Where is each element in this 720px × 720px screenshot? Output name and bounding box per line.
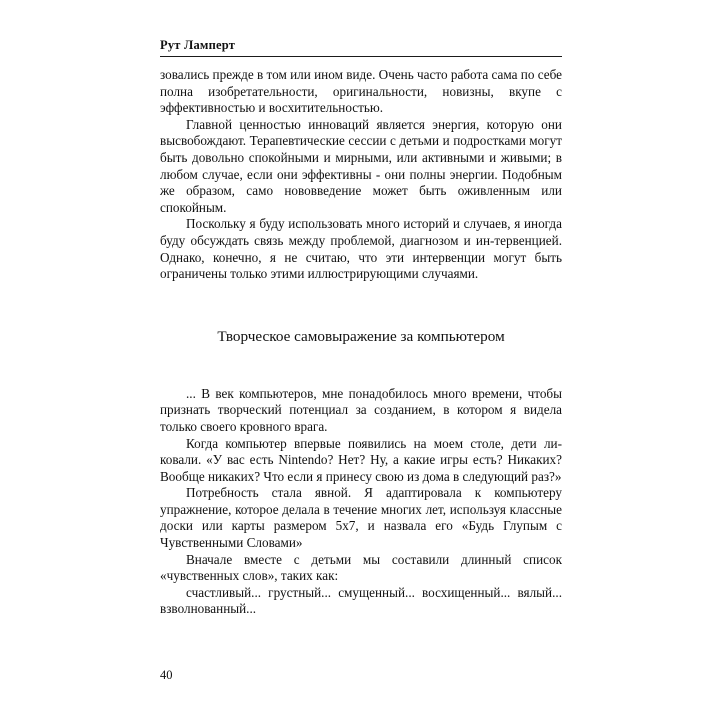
- spacer-after-heading: [160, 346, 562, 386]
- paragraph-8-feeling-words: счастливый... грустный... смущенный... восхищенный... вялый... взволнованный...: [160, 584, 562, 617]
- page-number: 40: [160, 668, 173, 682]
- section-heading: Творческое самовыражение за компьютером: [217, 327, 505, 345]
- paragraph-6: Потребность стала явной. Я адаптировала к компьютеру упражнение, которое делала в течение многих лет, используя классные доски или карты размером 5х7, и назвала его «Будь Глупым с Чувственными Словами»: [160, 485, 562, 551]
- header-rule: [160, 56, 562, 57]
- paragraph-2: Главной ценностью инноваций является энергия, которую они высвобождают. Терапевтические сессии с детьми и подростками могут быть довольно спокойными и мирными, или активными и живыми; в любом случае, если они эффективны - они полны энергии. Подобным же образом, само нововведение может быть оживленным или спокойным.: [160, 116, 562, 215]
- paragraph-5: Когда компьютер впервые появились на моем столе, дети ли-ковали. «У вас есть Nintendo? Нет? Ну, а какие игры есть? Никаких? Вообще никаких? Что если я принесу свою из дома в следующий раз?»: [160, 435, 562, 484]
- paragraph-3: Поскольку я буду использовать много историй и случаев, я иногда буду обсуждать связь между проблемой, диагнозом и ин-тервенцией. Однако, конечно, я не считаю, что эти интервенции могут быть ограничены только этими иллюстрирующими случаями.: [160, 216, 562, 282]
- running-head: Рут Ламперт: [160, 38, 236, 52]
- spacer-before-heading: [160, 283, 562, 327]
- paragraph-1: зовались прежде в том или ином виде. Очень часто работа сама по себе полна изобретательности, оригинальности, новизны, вкупе с эффективностью и восхитительностью.: [160, 67, 562, 116]
- paragraph-4: ... В век компьютеров, мне понадобилось много времени, чтобы признать творческий потенциал за созданием, в котором я видела только своего кровного врага.: [160, 385, 562, 434]
- page-text-column: [160, 38, 562, 618]
- paragraph-7: Вначале вместе с детьми мы составили длинный список «чувственных слов», таких как:: [160, 551, 562, 584]
